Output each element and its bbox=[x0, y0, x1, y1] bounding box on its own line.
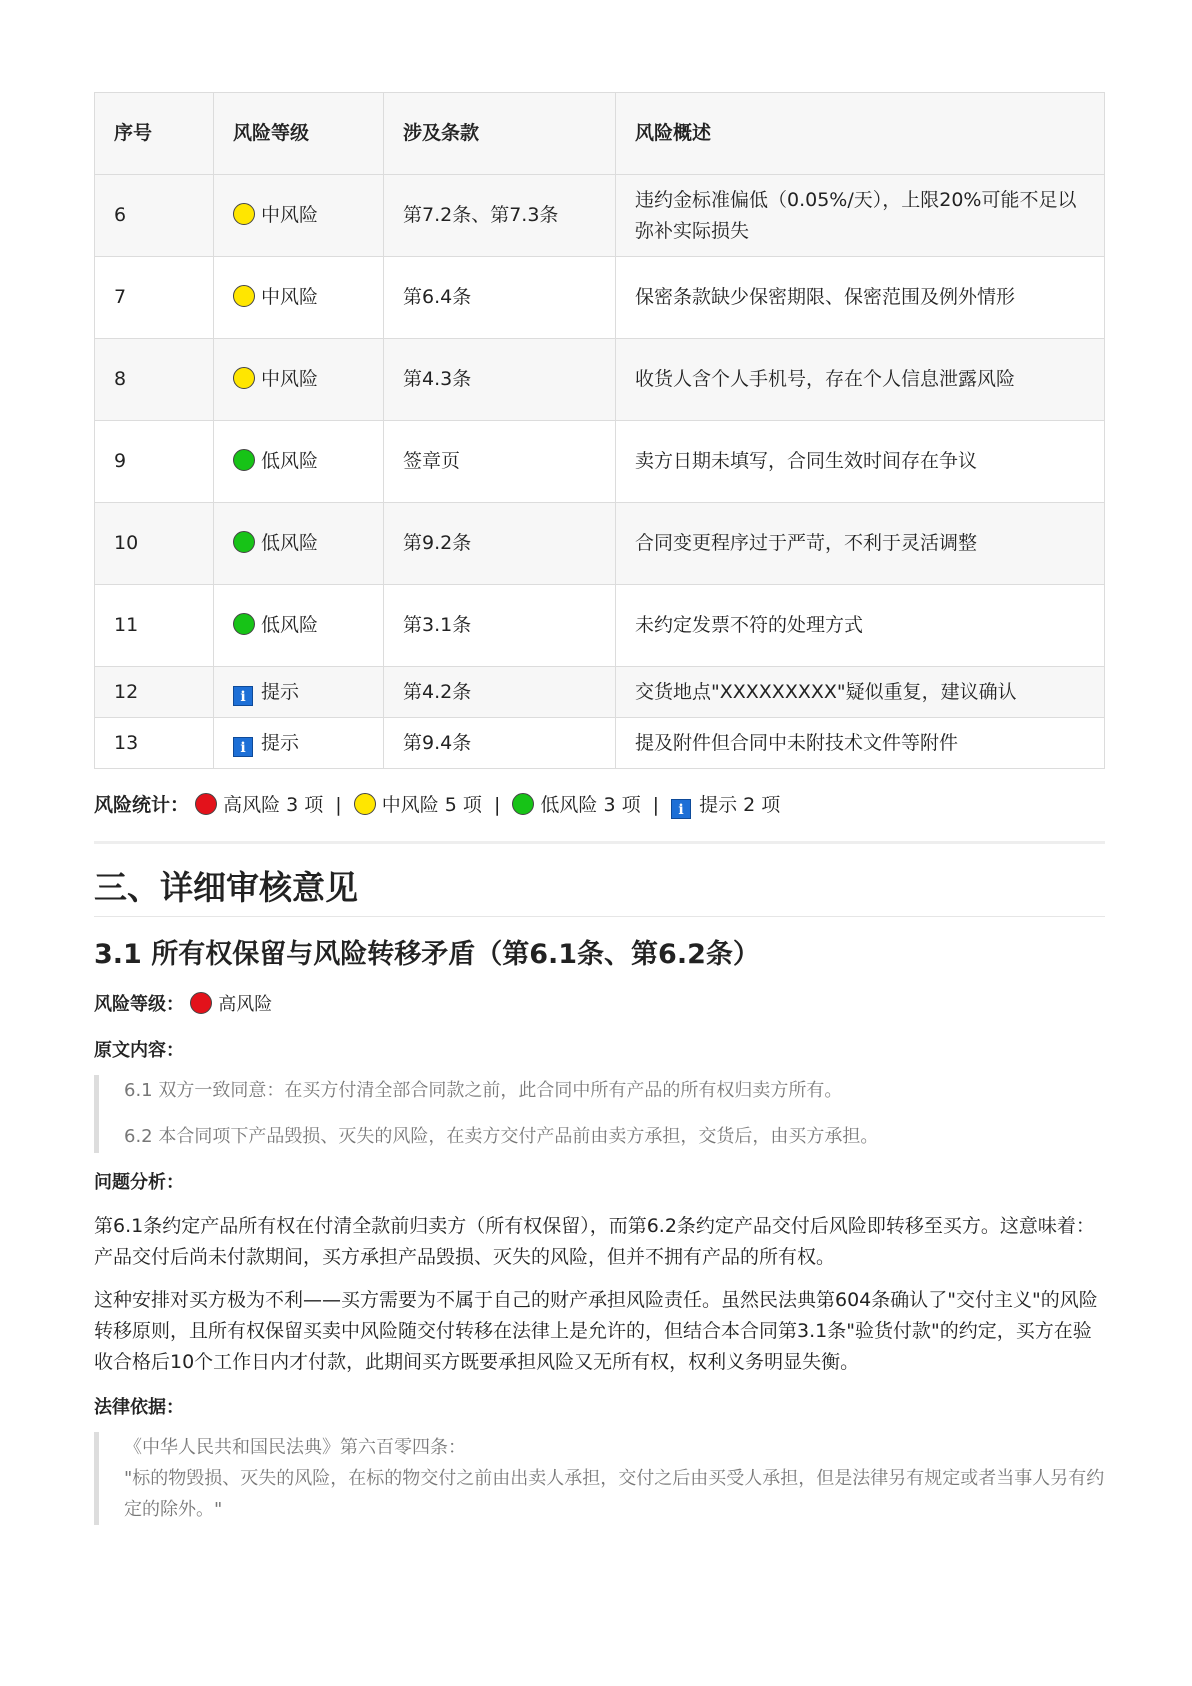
risk-stats bbox=[94, 790, 1105, 820]
row-description: 收货人含个人手机号，存在个人信息泄露风险 bbox=[616, 339, 1105, 421]
row-description: 合同变更程序过于严苛，不利于灵活调整 bbox=[616, 503, 1105, 585]
risk-level-text: 低风险 bbox=[261, 532, 319, 554]
risk-level-text: 低风险 bbox=[261, 614, 319, 636]
row-number: 8 bbox=[95, 339, 214, 421]
table-row bbox=[95, 175, 1105, 257]
row-clause: 第4.3条 bbox=[384, 339, 616, 421]
row-risk-level bbox=[214, 667, 384, 718]
stats-separator: | bbox=[335, 794, 342, 816]
header-clause: 涉及条款 bbox=[384, 93, 616, 175]
green-dot-icon bbox=[233, 449, 255, 471]
row-number: 11 bbox=[95, 585, 214, 667]
row-risk-level bbox=[214, 503, 384, 585]
risk-table-body bbox=[95, 175, 1105, 769]
row-risk-level bbox=[214, 421, 384, 503]
law-text: "标的物毁损、灭失的风险，在标的物交付之前由出卖人承担，交付之后由买受人承担，但是法律另有规定或者当事人另有约定的除外。" bbox=[124, 1468, 1105, 1520]
horizontal-divider bbox=[94, 841, 1105, 844]
row-number: 7 bbox=[95, 257, 214, 339]
header-level: 风险等级 bbox=[214, 93, 384, 175]
stats-tip: 提示 2 项 bbox=[699, 794, 781, 816]
risk-table bbox=[94, 92, 1105, 769]
table-row bbox=[95, 667, 1105, 718]
row-number: 6 bbox=[95, 175, 214, 257]
table-row bbox=[95, 585, 1105, 667]
original-label: 原文内容： bbox=[94, 1040, 184, 1061]
table-row bbox=[95, 718, 1105, 769]
stats-low: 低风险 3 项 bbox=[540, 794, 641, 816]
stats-separator: | bbox=[652, 794, 660, 816]
row-description: 保密条款缺少保密期限、保密范围及例外情形 bbox=[616, 257, 1105, 339]
risk-level-text: 中风险 bbox=[261, 368, 319, 390]
row-clause: 第9.2条 bbox=[384, 503, 616, 585]
original-quote bbox=[94, 1075, 1105, 1153]
table-row bbox=[95, 339, 1105, 421]
row-description: 违约金标准偏低（0.05%/天），上限20%可能不足以弥补实际损失 bbox=[616, 175, 1105, 257]
stats-separator: | bbox=[493, 794, 501, 816]
red-dot-icon bbox=[195, 793, 217, 815]
risk-level-text: 低风险 bbox=[261, 450, 319, 472]
green-dot-icon bbox=[512, 793, 534, 815]
risk-level-text: 中风险 bbox=[261, 204, 319, 226]
table-row bbox=[95, 421, 1105, 503]
table-row bbox=[95, 503, 1105, 585]
row-clause: 第6.4条 bbox=[384, 257, 616, 339]
row-risk-level bbox=[214, 257, 384, 339]
row-risk-level bbox=[214, 585, 384, 667]
analysis-label: 问题分析： bbox=[94, 1172, 184, 1193]
law-quote bbox=[94, 1432, 1105, 1525]
law-title: 《中华人民共和国民法典》第六百零四条： bbox=[124, 1437, 466, 1458]
risk-level-value: 高风险 bbox=[218, 994, 273, 1015]
law-label: 法律依据： bbox=[94, 1397, 184, 1418]
row-number: 13 bbox=[95, 718, 214, 769]
green-dot-icon bbox=[233, 531, 255, 553]
risk-level-text: 提示 bbox=[261, 680, 300, 703]
info-icon: i bbox=[671, 799, 691, 819]
yellow-dot-icon bbox=[233, 367, 255, 389]
analysis-paragraph: 这种安排对买方极为不利——买方需要为不属于自己的财产承担风险责任。虽然民法典第604条确认了"交付主义"的风险转移原则，且所有权保留买卖中风险随交付转移在法律上是允许的，但结合本合同第3.1条"验货付款"的约定，买方在验收合格后10个工作日内才付款，此期间买方既要承担风险又无所有权，权利义务明显失衡。 bbox=[94, 1289, 1098, 1373]
row-risk-level bbox=[214, 175, 384, 257]
row-number: 10 bbox=[95, 503, 214, 585]
row-clause: 第3.1条 bbox=[384, 585, 616, 667]
subsection-title: 3.1 所有权保留与风险转移矛盾（第6.1条、第6.2条） bbox=[94, 939, 760, 970]
stats-high: 高风险 3 项 bbox=[223, 794, 324, 816]
header-desc: 风险概述 bbox=[616, 93, 1105, 175]
quote-line: 6.2 本合同项下产品毁损、灭失的风险，在卖方交付产品前由卖方承担，交货后，由买方承担。 bbox=[124, 1126, 879, 1147]
row-description: 提及附件但合同中未附技术文件等附件 bbox=[616, 718, 1105, 769]
row-description: 交货地点"XXXXXXXXX"疑似重复，建议确认 bbox=[616, 667, 1105, 718]
row-number: 9 bbox=[95, 421, 214, 503]
row-number: 12 bbox=[95, 667, 214, 718]
risk-level-text: 中风险 bbox=[261, 286, 319, 308]
stats-label: 风险统计： bbox=[94, 794, 190, 816]
yellow-dot-icon bbox=[233, 285, 255, 307]
row-clause: 第4.2条 bbox=[384, 667, 616, 718]
row-clause: 签章页 bbox=[384, 421, 616, 503]
yellow-dot-icon bbox=[354, 793, 376, 815]
row-clause: 第7.2条、第7.3条 bbox=[384, 175, 616, 257]
risk-level-text: 提示 bbox=[261, 731, 300, 754]
risk-level-line bbox=[94, 989, 1105, 1021]
table-header-row bbox=[95, 93, 1105, 175]
table-row bbox=[95, 257, 1105, 339]
row-risk-level bbox=[214, 718, 384, 769]
stats-mid: 中风险 5 项 bbox=[381, 794, 482, 816]
row-description: 未约定发票不符的处理方式 bbox=[616, 585, 1105, 667]
header-no: 序号 bbox=[95, 93, 214, 175]
row-description: 卖方日期未填写，合同生效时间存在争议 bbox=[616, 421, 1105, 503]
green-dot-icon bbox=[233, 613, 255, 635]
yellow-dot-icon bbox=[233, 203, 255, 225]
document-content bbox=[94, 92, 1105, 1525]
row-risk-level bbox=[214, 339, 384, 421]
info-icon: i bbox=[233, 686, 253, 706]
risk-level-label: 风险等级： bbox=[94, 994, 184, 1015]
info-icon: i bbox=[233, 737, 253, 757]
section-title: 三、详细审核意见 bbox=[94, 864, 1105, 917]
row-clause: 第9.4条 bbox=[384, 718, 616, 769]
quote-line: 6.1 双方一致同意：在买方付清全部合同款之前，此合同中所有产品的所有权归卖方所有。 bbox=[124, 1080, 843, 1101]
analysis-paragraph: 第6.1条约定产品所有权在付清全款前归卖方（所有权保留），而第6.2条约定产品交付后风险即转移至买方。这意味着：产品交付后尚未付款期间，买方承担产品毁损、灭失的风险，但并不拥有产品的所有权。 bbox=[94, 1215, 1095, 1268]
red-dot-icon bbox=[190, 992, 212, 1014]
